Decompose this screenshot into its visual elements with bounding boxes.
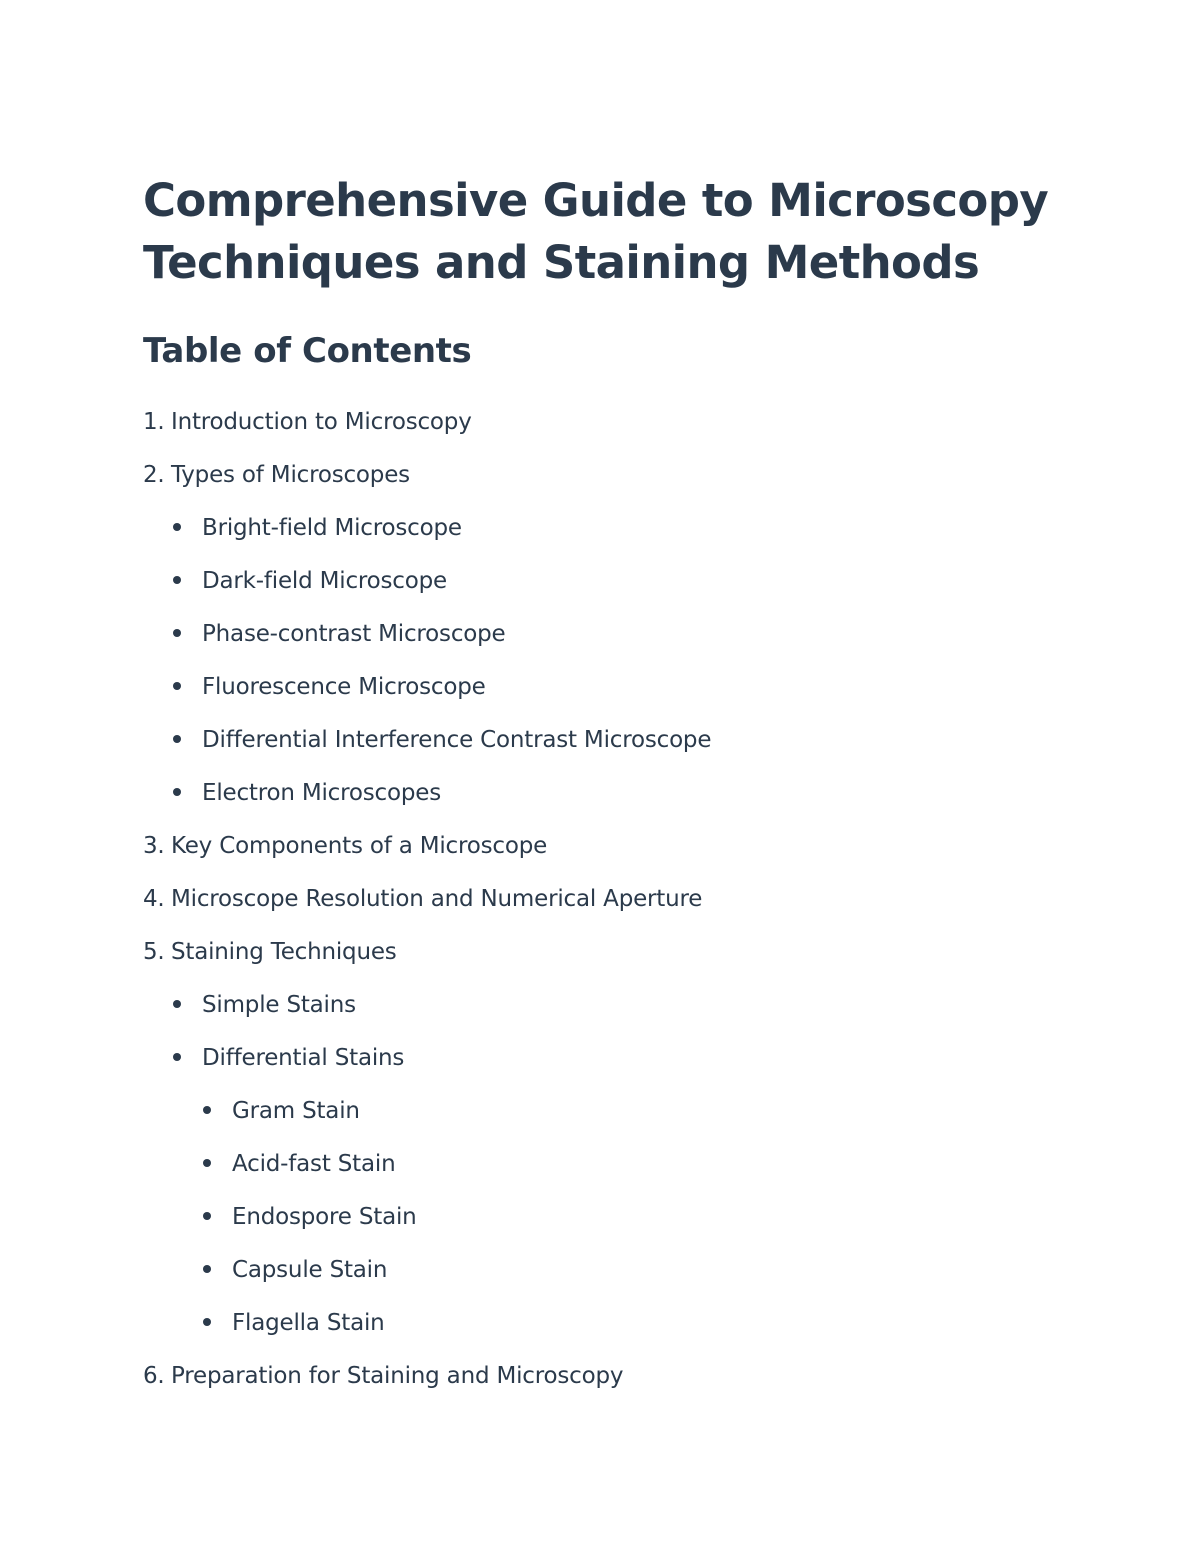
bullet-icon <box>173 576 181 584</box>
toc-item <box>143 1350 1063 1403</box>
toc-item <box>143 449 1063 502</box>
toc-item <box>143 396 1063 449</box>
toc-subitem <box>143 979 1063 1032</box>
toc-number: 4. <box>143 886 165 912</box>
toc-subitem <box>143 767 1063 820</box>
toc-subsubitem <box>143 1138 1063 1191</box>
title-line-2: Techniques and Staining Methods <box>143 236 980 289</box>
bullet-icon <box>203 1106 211 1114</box>
toc-heading: Table of Contents <box>143 331 472 371</box>
title-line-1: Comprehensive Guide to Microscopy <box>143 174 1049 227</box>
table-of-contents <box>143 396 1063 1403</box>
toc-label: Capsule Stain <box>232 1257 388 1283</box>
toc-subitem <box>143 661 1063 714</box>
toc-item <box>143 926 1063 979</box>
bullet-icon <box>173 1053 181 1061</box>
toc-number: 3. <box>143 833 165 859</box>
document-title <box>143 170 1063 294</box>
bullet-icon <box>203 1212 211 1220</box>
toc-label: Acid-fast Stain <box>232 1151 396 1177</box>
toc-label: Microscope Resolution and Numerical Aperture <box>171 886 703 912</box>
bullet-icon <box>173 788 181 796</box>
toc-label: Simple Stains <box>202 992 356 1018</box>
toc-subsubitem <box>143 1191 1063 1244</box>
toc-number: 5. <box>143 939 165 965</box>
bullet-icon <box>173 629 181 637</box>
toc-label: Differential Stains <box>202 1045 405 1071</box>
toc-label: Introduction to Microscopy <box>171 409 472 435</box>
toc-subitem <box>143 714 1063 767</box>
toc-label: Staining Techniques <box>171 939 397 965</box>
toc-label: Preparation for Staining and Microscopy <box>171 1363 624 1389</box>
bullet-icon <box>173 682 181 690</box>
toc-item <box>143 873 1063 926</box>
toc-label: Phase-contrast Microscope <box>202 621 506 647</box>
toc-label: Fluorescence Microscope <box>202 674 486 700</box>
toc-subsubitem <box>143 1085 1063 1138</box>
toc-label: Electron Microscopes <box>202 780 441 806</box>
bullet-icon <box>203 1318 211 1326</box>
toc-label: Differential Interference Contrast Microscope <box>202 727 712 753</box>
toc-label: Key Components of a Microscope <box>171 833 548 859</box>
document-page <box>143 170 1063 1403</box>
toc-subsubitem <box>143 1297 1063 1350</box>
toc-number: 6. <box>143 1363 165 1389</box>
toc-label: Flagella Stain <box>232 1310 385 1336</box>
toc-label: Gram Stain <box>232 1098 360 1124</box>
toc-subitem <box>143 555 1063 608</box>
bullet-icon <box>173 523 181 531</box>
toc-label: Types of Microscopes <box>171 462 410 488</box>
toc-subitem <box>143 502 1063 555</box>
toc-number: 2. <box>143 462 165 488</box>
toc-label: Endospore Stain <box>232 1204 417 1230</box>
toc-subitem <box>143 608 1063 661</box>
toc-subsubitem <box>143 1244 1063 1297</box>
toc-number: 1. <box>143 409 165 435</box>
toc-label: Bright-field Microscope <box>202 515 462 541</box>
bullet-icon <box>203 1265 211 1273</box>
toc-item <box>143 820 1063 873</box>
toc-subitem <box>143 1032 1063 1085</box>
bullet-icon <box>203 1159 211 1167</box>
toc-label: Dark-field Microscope <box>202 568 447 594</box>
bullet-icon <box>173 735 181 743</box>
bullet-icon <box>173 1000 181 1008</box>
